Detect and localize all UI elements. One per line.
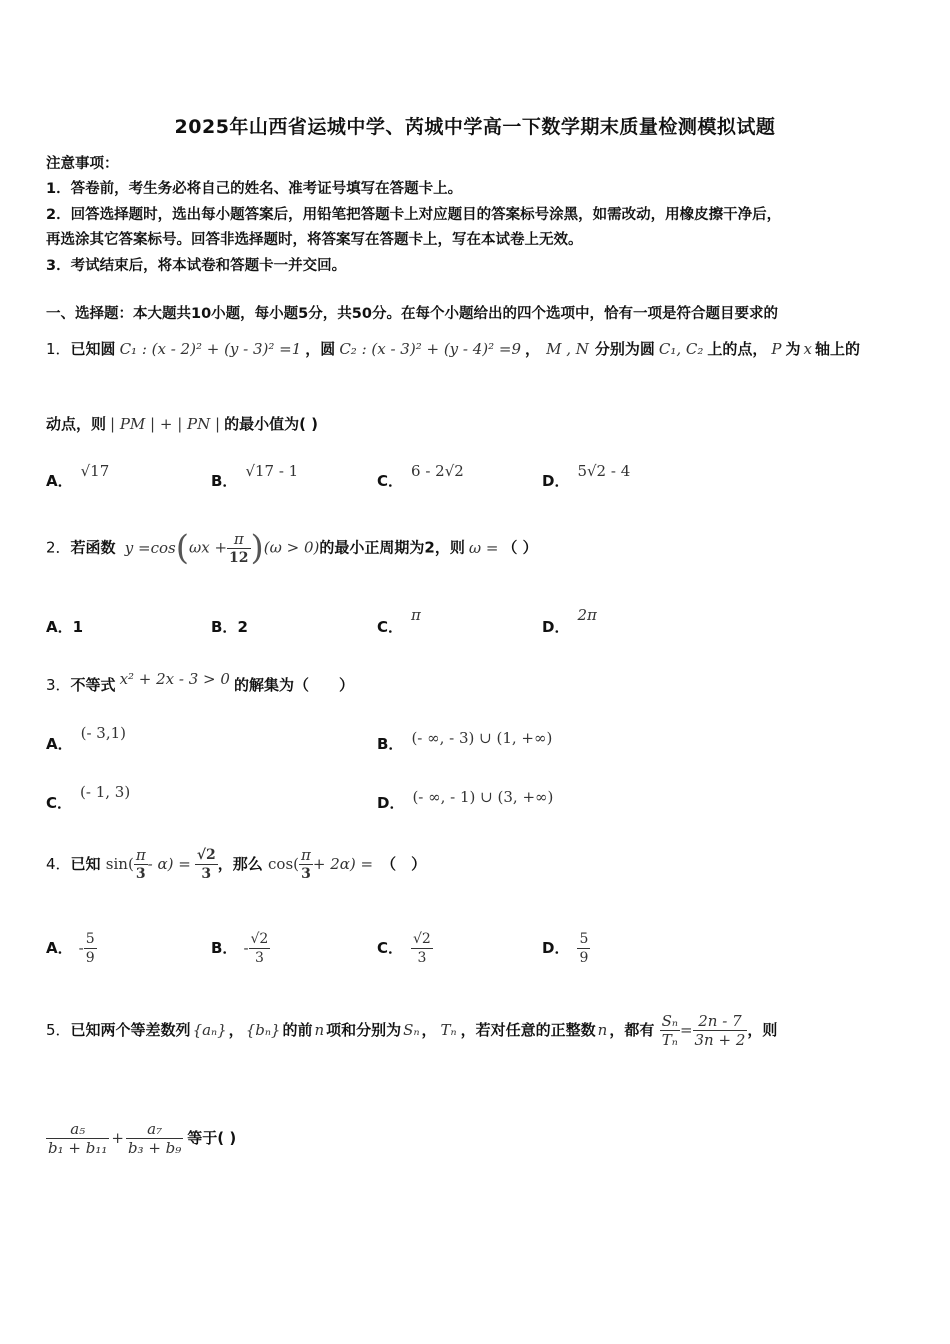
fraction-numerator: √2 (413, 931, 431, 947)
point-p: P (771, 340, 782, 358)
fraction-ratio (693, 1012, 748, 1049)
q2-option-b[interactable] (211, 616, 248, 637)
q1-option-a[interactable] (46, 462, 110, 491)
q1-text: 上的点， (707, 340, 768, 358)
q1-text: ，圆 (305, 340, 336, 358)
question-3 (46, 670, 354, 695)
option-value: 5√2 - 4 (577, 462, 631, 480)
circle-c1-equation: C₁ : (x - 2)² + (y - 3)² =1 (119, 340, 302, 358)
cos-function: cos( (268, 855, 300, 873)
fraction-denominator: 3 (135, 866, 146, 882)
option-letter: A． (46, 735, 73, 753)
question-4 (46, 846, 426, 883)
q5-text: 已知两个等差数列 (70, 1021, 191, 1039)
fraction-denominator: 3n + 2 (694, 1031, 746, 1049)
sum-t: Tₙ (440, 1021, 457, 1039)
option-letter: D． (542, 618, 570, 636)
axis-x: x (803, 340, 812, 358)
question-number: 2． (46, 538, 71, 557)
fraction-denominator: 9 (579, 950, 589, 966)
option-letter: C． (377, 472, 404, 490)
fraction-pi-3 (299, 846, 313, 883)
sum-s: Sₙ (403, 1021, 420, 1039)
fraction-denominator: 3 (301, 866, 311, 882)
option-value: (- 1, 3) (80, 783, 131, 801)
fraction-denominator: b₁ + b₁₁ (48, 1139, 108, 1157)
option-value: 1 (72, 618, 84, 636)
q5-text: 等于( ) (187, 1129, 237, 1147)
question-number: 4． (46, 855, 71, 873)
fraction-a7 (126, 1120, 183, 1157)
q3-text: 的解集为（ ） (233, 676, 354, 694)
notice-item-2: 2．回答选择题时，选出每小题答案后，用铅笔把答题卡上对应题目的答案标号涂黑，如需改动，用橡皮擦干净后， (46, 207, 782, 223)
q1-text: 已知圆 (70, 340, 116, 358)
q4-text: ，那么 (217, 855, 263, 873)
question-number: 1． (46, 340, 71, 358)
option-letter: B． (211, 618, 238, 636)
option-value: 2π (577, 606, 597, 624)
function-name: y =cos (124, 538, 176, 557)
fraction-numerator: 5 (85, 931, 95, 947)
fraction-numerator: √2 (250, 931, 269, 947)
minus-sign: - (243, 939, 249, 957)
q3-option-a[interactable] (46, 724, 127, 754)
option-value: 2 (237, 618, 248, 636)
q2-option-d[interactable] (542, 606, 597, 637)
option-fraction (84, 930, 97, 967)
q2-option-a[interactable] (46, 616, 83, 637)
notice-heading: 注意事项： (46, 156, 119, 172)
fraction-numerator: a₇ (126, 1120, 183, 1139)
option-value: 6 - 2√2 (411, 462, 464, 480)
fraction-denominator: Tₙ (661, 1031, 678, 1049)
fraction-numerator: Sₙ (661, 1012, 678, 1030)
question-number: 5． (46, 1021, 71, 1039)
fraction-denominator: b₃ + b₉ (127, 1139, 182, 1157)
q2-text: （ ） (502, 538, 538, 557)
q1-text: 分别为圆 (594, 340, 655, 358)
option-value: (- ∞, - 3) ∪ (1, +∞) (411, 729, 553, 747)
q1-option-c[interactable] (377, 462, 464, 491)
sequence-a: {aₙ} (192, 1021, 227, 1039)
q5-text: ，若对任意的正整数 (460, 1021, 596, 1039)
option-letter: B． (377, 735, 404, 753)
option-fraction (577, 930, 590, 967)
option-value: π (411, 606, 421, 624)
q4-option-c[interactable] (377, 930, 433, 967)
function-argument: ωx + (189, 538, 228, 557)
option-value: (- ∞, - 1) ∪ (3, +∞) (412, 788, 554, 806)
q5-text: 项和分别为 (326, 1021, 402, 1039)
q1-option-d[interactable] (542, 462, 631, 491)
option-letter: D． (377, 794, 405, 812)
q4-option-d[interactable] (542, 930, 590, 967)
fraction-pi-12 (227, 530, 250, 567)
notice-item-3: 3．考试结束后，将本试卷和答题卡一并交回。 (46, 258, 347, 274)
option-letter: B． (211, 472, 238, 490)
fraction-pi-3 (134, 846, 148, 883)
option-value: √17 (80, 462, 110, 480)
fraction-numerator: 5 (579, 931, 589, 947)
plus-sign: + (111, 1129, 124, 1147)
fraction-denominator: 3 (201, 866, 212, 882)
q1-text: 为 (785, 340, 801, 358)
question-1-line-1 (46, 338, 860, 359)
fraction-denominator: 3 (254, 950, 264, 966)
option-letter: A． (46, 472, 73, 490)
question-1-line-2 (46, 413, 318, 434)
option-letter: D． (542, 939, 570, 957)
option-value: (- 3,1) (80, 724, 127, 742)
q1-text: ， (525, 340, 541, 358)
q1-text: 动点，则 (46, 415, 107, 433)
paren: ( (175, 528, 190, 568)
option-fraction (411, 930, 433, 967)
equals-sign: = (679, 1021, 693, 1039)
option-letter: D． (542, 472, 570, 490)
distance-sum-expression: | PM | + | PN | (110, 415, 221, 433)
fraction-numerator: √2 (196, 847, 216, 863)
cos-argument: + 2α) = (312, 855, 374, 873)
omega-symbol: ω = (468, 538, 499, 557)
q4-option-a[interactable] (46, 930, 97, 967)
fraction-numerator: 2n - 7 (693, 1012, 748, 1031)
q3-option-c[interactable] (46, 783, 131, 813)
question-5-line-1 (46, 1012, 777, 1049)
q5-text: ， (421, 1021, 437, 1039)
fraction-a5 (46, 1120, 109, 1157)
option-letter: A． (46, 618, 73, 636)
option-letter: C． (46, 794, 73, 812)
section-heading: 一、选择题：本大题共10小题，每小题5分，共50分。在每个小题给出的四个选项中，恰有一项是符合题目要求的 (46, 306, 778, 322)
q5-text: ，则 (747, 1021, 778, 1039)
option-letter: A． (46, 939, 73, 957)
q2-option-c[interactable] (377, 606, 421, 637)
q1-text: 的最小值为( ) (224, 415, 319, 433)
option-letter: C． (377, 939, 404, 957)
q5-text: ， (228, 1021, 244, 1039)
fraction-root2-3 (195, 846, 218, 883)
q1-option-b[interactable] (211, 462, 299, 491)
circle-c2-equation: C₂ : (x - 3)² + (y - 4)² =9 (339, 340, 522, 358)
page-title: 2025年山西省运城中学、芮城中学高一下数学期末质量检测模拟试题 (174, 116, 776, 138)
paren: ) (250, 528, 264, 568)
omega-condition: (ω > 0) (263, 538, 320, 557)
minus-sign: - (78, 939, 84, 957)
q4-option-b[interactable] (211, 930, 270, 967)
variable-n: n (314, 1021, 325, 1039)
fraction-numerator: a₅ (46, 1120, 109, 1139)
fraction-numerator: π (135, 846, 146, 864)
sequence-b: {bₙ} (245, 1021, 281, 1039)
q3-option-d[interactable] (377, 788, 554, 813)
q5-text: ，都有 (609, 1021, 655, 1039)
sin-argument: - α) = (147, 855, 191, 873)
option-letter: B． (211, 939, 238, 957)
variable-n: n (597, 1021, 608, 1039)
notice-item-1: 1．答卷前，考生务必将自己的姓名、准考证号填写在答题卡上。 (46, 181, 463, 197)
option-value: √17 - 1 (245, 462, 299, 480)
fraction-denominator: 3 (417, 950, 427, 966)
q3-option-b[interactable] (377, 729, 553, 754)
question-number: 3． (46, 676, 71, 694)
q4-text: （ ） (381, 855, 427, 873)
fraction-numerator: π (301, 846, 311, 864)
q3-text: 不等式 (70, 676, 116, 694)
fraction-sn-tn (660, 1012, 680, 1049)
option-letter: C． (377, 618, 404, 636)
sin-function: sin( (105, 855, 134, 873)
q4-text: 已知 (70, 855, 101, 873)
inequality: x² + 2x - 3 > 0 (119, 670, 230, 688)
points-mn: M , N (546, 340, 589, 358)
circles-c1-c2: C₁, C₂ (658, 340, 704, 358)
fraction-denominator: 12 (229, 549, 249, 566)
q2-text: 的最小正周期为2，则 (319, 538, 465, 557)
question-5-line-2 (46, 1120, 236, 1157)
q2-text: 若函数 (70, 538, 116, 557)
q1-text: 轴上的 (815, 340, 861, 358)
question-2 (46, 528, 538, 568)
option-fraction (249, 930, 271, 967)
q5-text: 的前 (282, 1021, 313, 1039)
fraction-numerator: π (227, 530, 250, 549)
fraction-denominator: 9 (85, 950, 95, 966)
notice-item-2-cont: 再选涂其它答案标号。回答非选择题时，将答案写在答题卡上，写在本试卷上无效。 (46, 232, 583, 248)
